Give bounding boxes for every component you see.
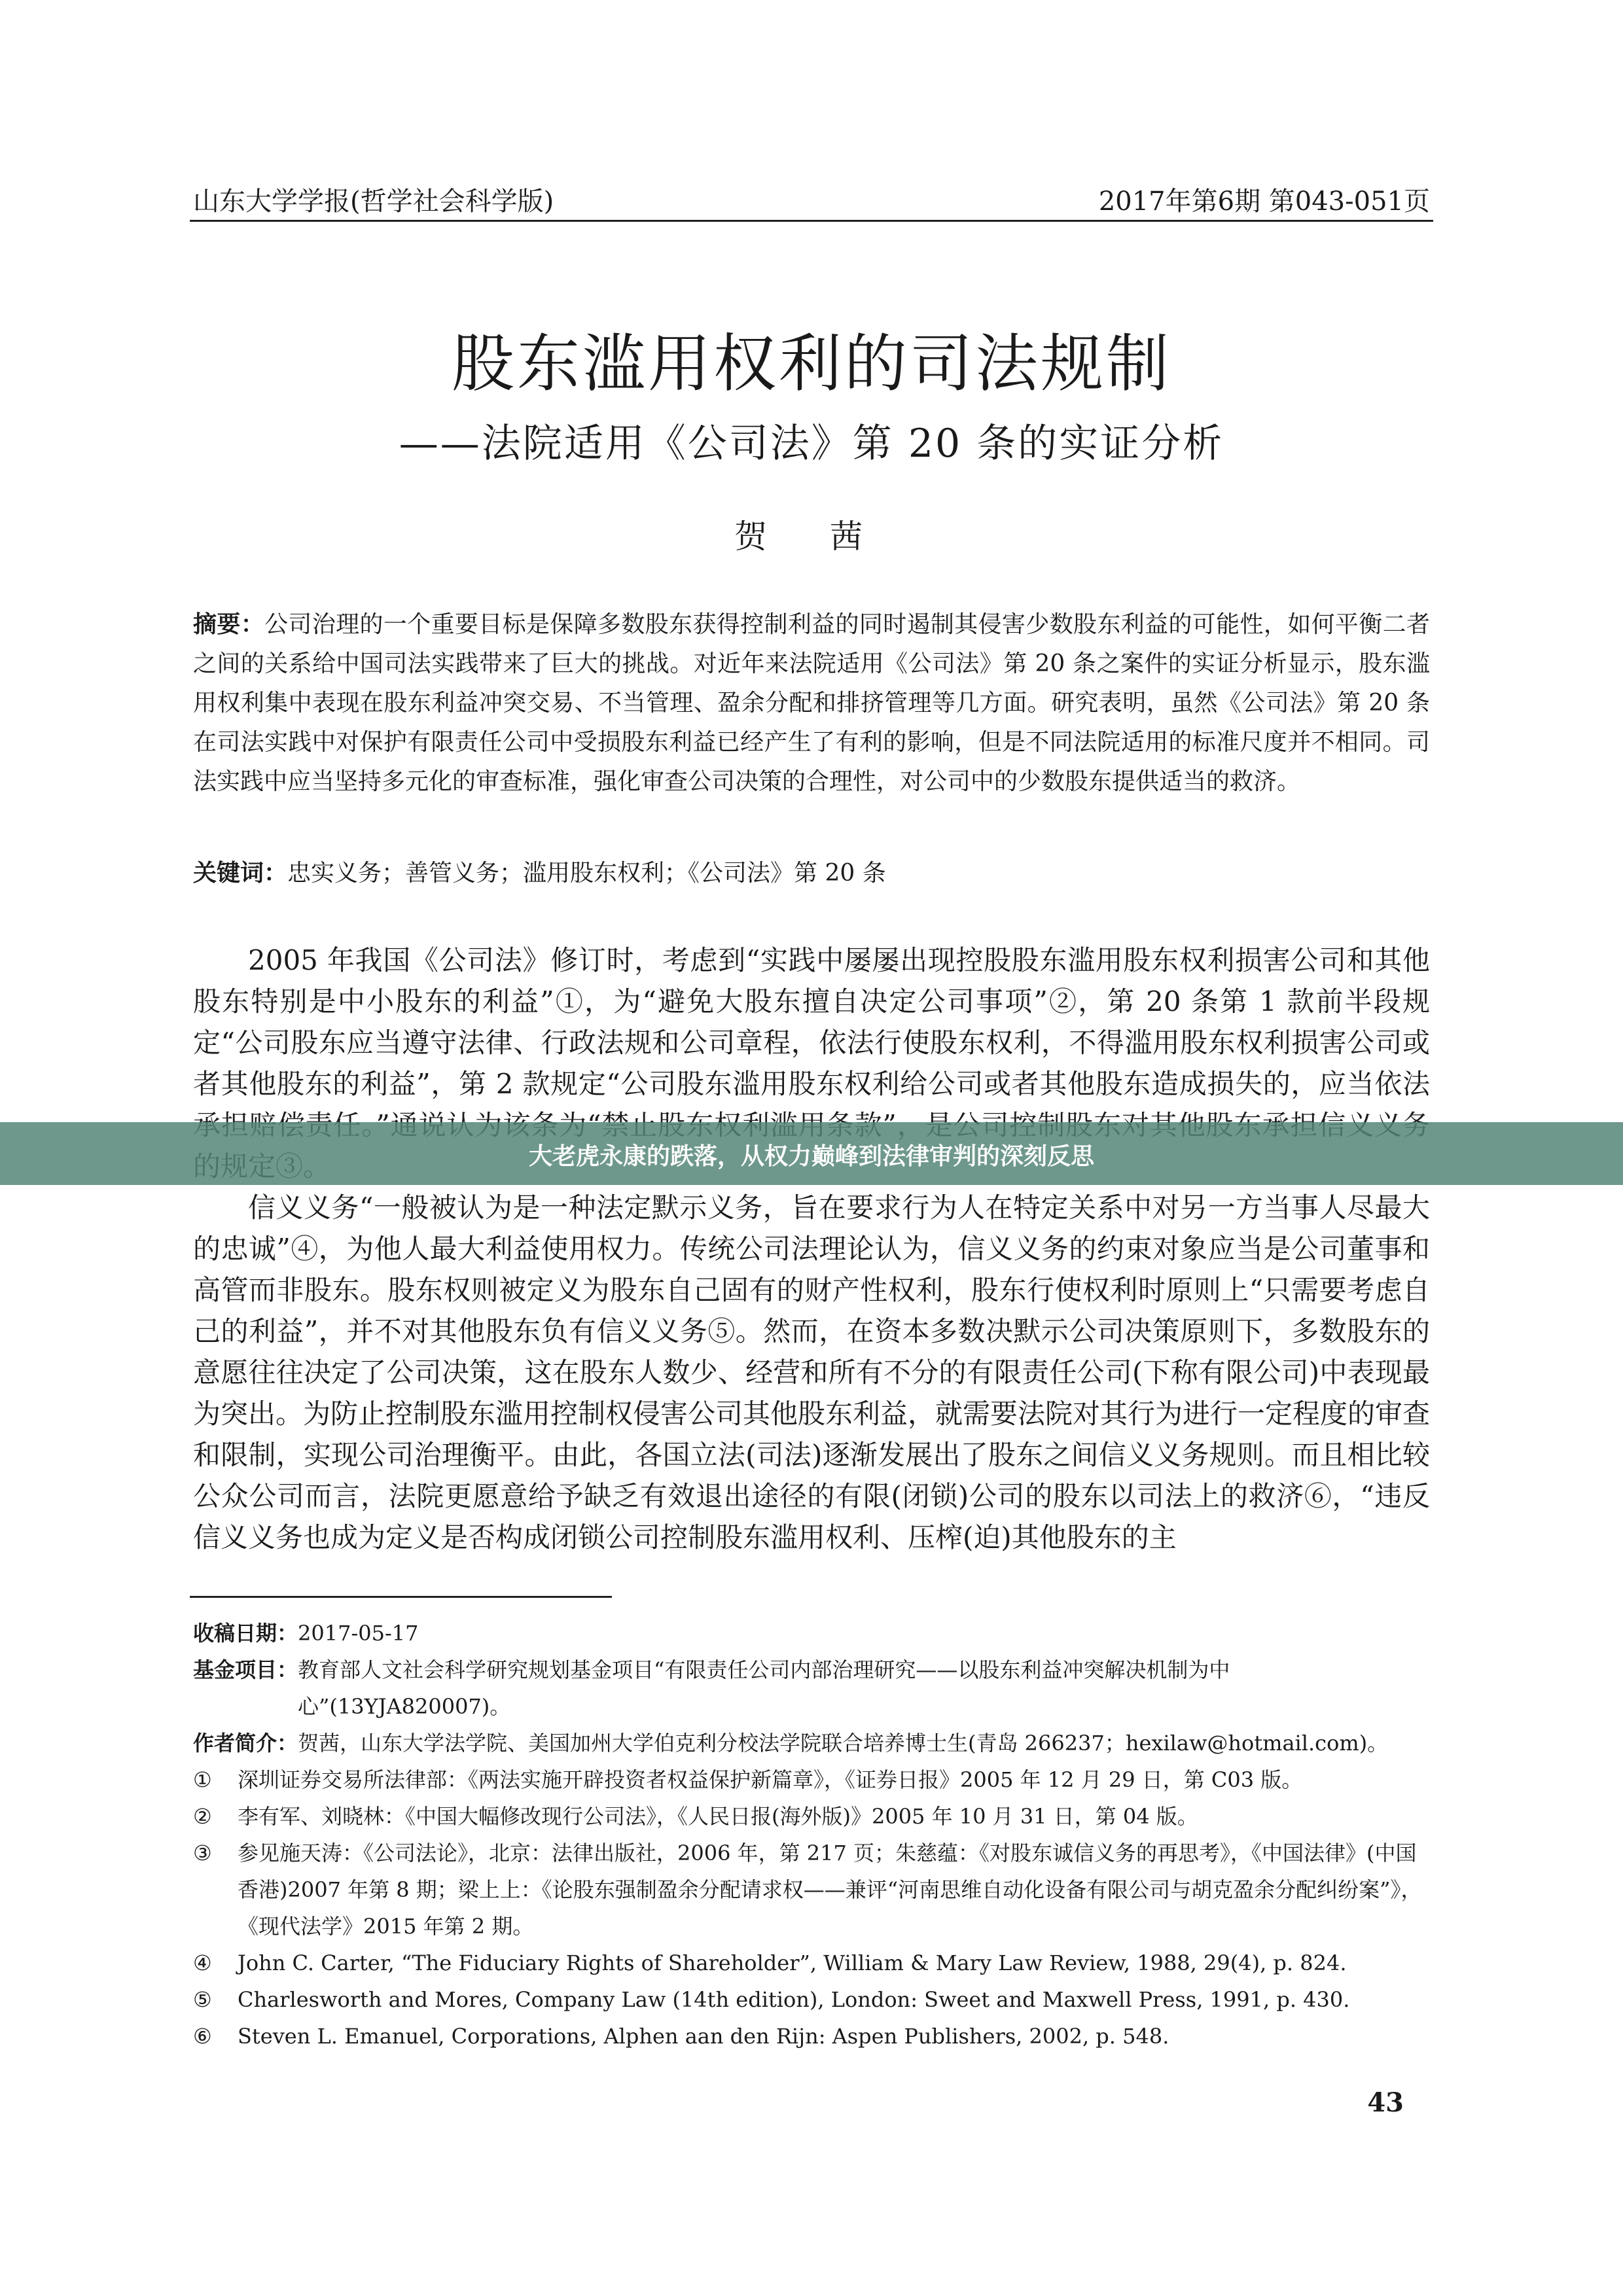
footnote-item (193, 1835, 1430, 1945)
body-paragraph-1: 2005 年我国《公司法》修订时，考虑到“实践中屡屡出现控股股东滥用股东权利损害公司和其他股东特别是中小股东的利益”①，为“避免大股东擅自决定公司事项”②，第 20 条第 1 款前半段规定“公司股东应当遵守法律、行政法规和公司章程，依法行使股东权利，不得滥用股东权利损害公司或者其他股东的利益”，第 2 款规定“公司股东滥用股东权利给公司或者其他股东造成损失的，应当依法 (193, 944, 1430, 1100)
fund-info (193, 1651, 1430, 1725)
body-paragraph-2: 信义义务“一般被认为是一种法定默示义务，旨在要求行为人在特定关系中对另一方当事人尽最大的忠诚”④，为他人最大利益使用权力。传统公司法理论认为，信义义务的约束对象应当是公司董事和高管而非股东。股东权则被定义为股东自己固有的财产性权利，股东行使权利时原则上“只需要考虑自己的利益”，并不对其他股东负有信义义务⑤。然而，在资本多数决默示公司决策原则下，多数股东的意愿往往决定了公司决策，这在股东人数少、经营和所有不分的有限责任公司(下称有限公司)中表现最为突出。为防止控制股东滥用控制权侵害公司其他股东利益，就需要法院对其行为进行一定程度的审查和限制，实现公司治理衡平。由此，各国立法(司法)逐渐发展出了股东之间信义义务规则。而且相比较公众公司而言，法院更愿意给予缺乏有效退出途径的有限(闭锁)公司的股东以司法上的救济⑥，“违反信义义务也成为定义是否构成闭锁公司控制股东滥用权利、压榨(迫)其他股东的主 (193, 1192, 1431, 1553)
footnote-number: ⑤ (193, 1987, 212, 2012)
keywords-text: 忠实义务；善管义务；滥用股东权利；《公司法》第 20 条 (287, 860, 886, 887)
received-value: 2017-05-17 (298, 1621, 419, 1646)
journal-name: 山东大学学报(哲学社会科学版) (193, 186, 554, 217)
footnote-item (193, 1945, 1430, 1981)
footnote-number: ④ (193, 1951, 212, 1975)
footnote-item (193, 2018, 1430, 2055)
footnote-text: John C. Carter, “The Fiduciary Rights of Shareholder”, William & Mary Law Review, 1988, 29(4), p. 824. (238, 1951, 1347, 1975)
footnote-divider (190, 1596, 612, 1598)
abstract-text: 公司治理的一个重要目标是保障多数股东获得控制利益的同时遏制其侵害少数股东利益的可能性，如何平衡二者之间的关系给中国司法实践带来了巨大的挑战。对近年来法院适用《公司法》第 20 条之案件的实证分析显示，股东滥用权利集中表现在股东利益冲突交易、不当管理、盈余分配和排挤管理等几方面。研究表明，虽然《公司法》第 20 条在司法实践中对保护有限责任公司中受损股东利益已经产生了有利的影响，但是不同法院适用的标准尺度并不相同。司法实践中应当坚持多元化的审查标准，强化审查公司决策的合理性，对公司中的少数股东提供适当的救济。 (193, 611, 1430, 795)
received-label: 收稿日期： (193, 1621, 298, 1646)
footnote-number: ③ (193, 1841, 212, 1865)
footnote-item (193, 1798, 1430, 1835)
abstract-label: 摘要： (193, 611, 265, 638)
author-name: 贺 茜 (734, 518, 889, 556)
issue-info: 2017年第6期 第043-051页 (1098, 186, 1430, 217)
body-text (193, 940, 1430, 1558)
footnote-item (193, 1761, 1430, 1798)
keywords (193, 854, 1430, 893)
fund-value: 教育部人文社会科学研究规划基金项目“有限责任公司内部治理研究——以股东利益冲突解决机制为中心”(13YJA820007)。 (298, 1657, 1230, 1719)
bio-label: 作者简介： (193, 1731, 298, 1756)
abstract (193, 605, 1430, 802)
author-bio (193, 1725, 1430, 1761)
footnote-item (193, 1981, 1430, 2018)
footnote-text: Charlesworth and Mores, Company Law (14th edition), London: Sweet and Maxwell Press, 1991, p. 430. (238, 1987, 1350, 2012)
overlay-banner (0, 1122, 1623, 1185)
header-divider (190, 220, 1433, 222)
fund-label: 基金项目： (193, 1657, 298, 1682)
footnote-number: ① (193, 1767, 212, 1792)
footnote-text: 李有军、刘晓林：《中国大幅修改现行公司法》，《人民日报(海外版)》2005 年 10 月 31 日，第 04 版。 (238, 1804, 1198, 1829)
footnote-text: 参见施天涛：《公司法论》，北京：法律出版社，2006 年，第 217 页；朱慈蕴：《对股东诚信义务的再思考》，《中国法律》(中国香港)2007 年第 8 期；梁上上：《论股东强制盈余分配请求权——兼评“河南思维自动化设备有限公司与胡克盈余分配纠纷案”》，《现代法学》2015 年第 2 期。 (238, 1841, 1422, 1939)
page-number: 43 (1367, 2087, 1404, 2118)
received-date (193, 1615, 1430, 1651)
keywords-label: 关键词： (193, 860, 288, 887)
article-title: 股东滥用权利的司法规制 (452, 327, 1171, 400)
bio-value: 贺茜，山东大学法学院、美国加州大学伯克利分校法学院联合培养博士生(青岛 266237；hexilaw@hotmail.com)。 (298, 1731, 1389, 1756)
footnotes (193, 1615, 1430, 2055)
banner-text: 大老虎永康的跌落，从权力巅峰到法律审判的深刻反思 (528, 1143, 1094, 1170)
footnote-text: 深圳证券交易所法律部：《两法实施开辟投资者权益保护新篇章》，《证券日报》2005 年 12 月 29 日，第 C03 版。 (238, 1767, 1303, 1792)
footnote-number: ② (193, 1804, 212, 1829)
footnote-number: ⑥ (193, 2024, 212, 2049)
article-subtitle: ——法院适用《公司法》第 20 条的实证分析 (399, 421, 1224, 467)
footnote-text: Steven L. Emanuel, Corporations, Alphen aan den Rijn: Aspen Publishers, 2002, p. 548. (238, 2024, 1169, 2049)
